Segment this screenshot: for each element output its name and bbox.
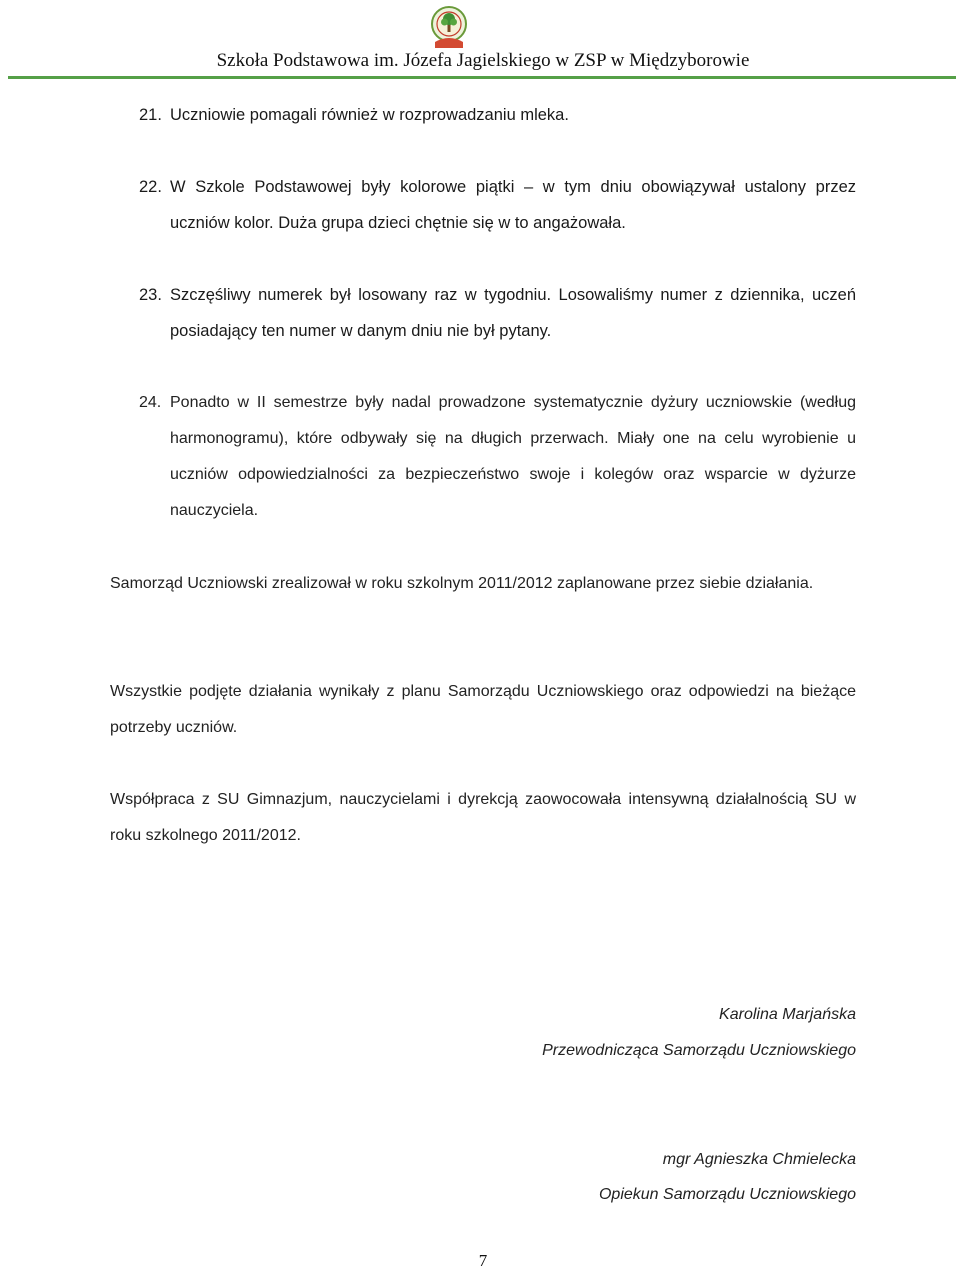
list-number: 21. [139, 106, 162, 124]
school-logo [430, 4, 468, 50]
signature-role-1: Przewodnicząca Samorządu Uczniowskiego [542, 1042, 856, 1059]
list-item-22 [139, 169, 856, 241]
summary-paragraph-2: Wszystkie podjęte działania wynikały z planu Samorządu Uczniowskiego oraz odpowiedzi na bieżące potrzeby uczniów. [110, 683, 856, 736]
list-number: 23. [139, 286, 162, 304]
header-divider [8, 76, 956, 79]
list-text: Ponadto w II semestrze były nadal prowadzone systematycznie dyżury uczniowskie (według harmonogramu), które odbywały się na długich przerwach. Miały one na celu wyrobienie u uczniów odpowiedzialności za bezpieczeństwo swoje i kolegów oraz wsparcie w dyżurze nauczyciela. [170, 394, 856, 519]
signature-role-2: Opiekun Samorządu Uczniowskiego [598, 1186, 856, 1203]
summary-paragraph-3: Współpraca z SU Gimnazjum, nauczycielami i dyrekcją zaowocowała intensywną działalnością SU w roku szkolnego 2011/2012. [110, 791, 856, 844]
summary-paragraph-1: Samorząd Uczniowski zrealizował w roku szkolnym 2011/2012 zaplanowane przez siebie działania. [110, 575, 814, 592]
list-item-24 [139, 385, 856, 529]
page-number: 7 [478, 1251, 488, 1270]
list-text: Uczniowie pomagali również w rozprowadzaniu mleka. [170, 106, 569, 124]
list-text: Szczęśliwy numerek był losowany raz w tygodniu. Losowaliśmy numer z dziennika, uczeń posiadający ten numer w danym dniu nie był pytany. [170, 286, 856, 340]
header-school-name: Szkoła Podstawowa im. Józefa Jagielskiego w ZSP w Międzyborowie [216, 50, 750, 71]
list-text: W Szkole Podstawowej były kolorowe piątki – w tym dniu obowiązywał ustalony przez uczniów kolor. Duża grupa dzieci chętnie się w to angażowała. [170, 178, 856, 232]
signature-name-1: Karolina Marjańska [719, 1006, 856, 1023]
list-number: 24. [139, 394, 162, 411]
list-number: 22. [139, 178, 162, 196]
list-item-21 [139, 97, 856, 133]
list-item-23 [139, 277, 856, 349]
page-header [0, 0, 960, 80]
signature-name-2: mgr Agnieszka Chmielecka [662, 1151, 856, 1168]
